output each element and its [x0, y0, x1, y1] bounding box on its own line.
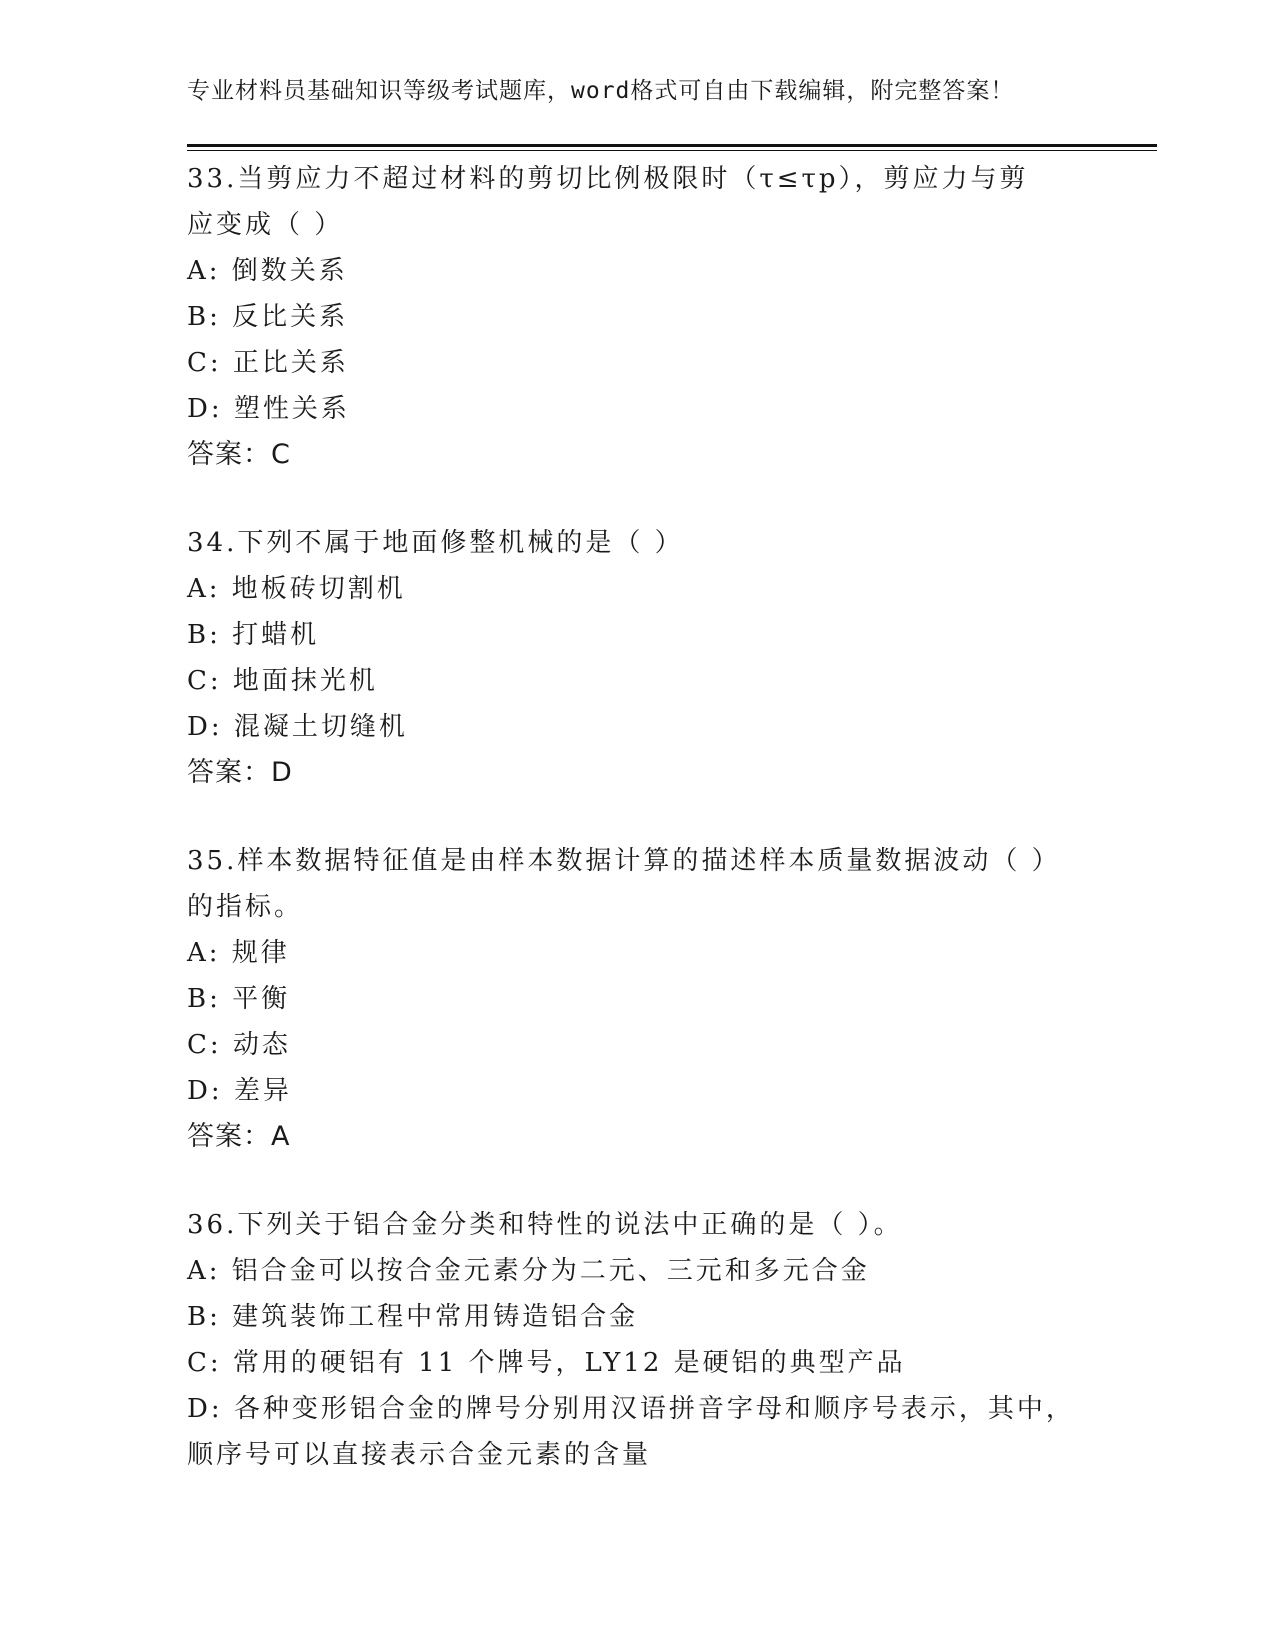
answer-value: D	[271, 757, 293, 788]
option-a: A: 地板砖切割机	[187, 574, 406, 604]
question-stem: 33.当剪应力不超过材料的剪切比例极限时（τ≤τp），剪应力与剪	[187, 164, 1029, 194]
answer-line	[187, 1114, 1137, 1160]
option-d: D: 塑性关系	[187, 394, 350, 424]
option-d-continued: 顺序号可以直接表示合金元素的含量	[187, 1440, 652, 1470]
option-a: A: 铝合金可以按合金元素分为二元、三元和多元合金	[187, 1256, 870, 1286]
question-stem: 34.下列不属于地面修整机械的是（ ）	[187, 528, 684, 558]
option-d: D: 混凝土切缝机	[187, 712, 408, 742]
option-c: C: 地面抹光机	[187, 666, 378, 696]
header-divider-thin	[187, 150, 1157, 151]
option-b: B: 反比关系	[187, 302, 349, 332]
answer-line	[187, 750, 1137, 796]
question-36	[187, 1202, 1137, 1478]
answer-value: A	[271, 1121, 291, 1152]
option-b: B: 打蜡机	[187, 620, 320, 650]
option-d: D: 差异	[187, 1076, 292, 1106]
header-divider-thick	[187, 144, 1157, 147]
question-list	[187, 156, 1137, 1520]
answer-value: C	[271, 439, 291, 470]
option-b: B: 平衡	[187, 984, 291, 1014]
option-c: C: 动态	[187, 1030, 291, 1060]
question-stem: 36.下列关于铝合金分类和特性的说法中正确的是（ ）。	[187, 1210, 903, 1240]
answer-label: 答案：	[187, 757, 271, 788]
question-34	[187, 520, 1137, 796]
question-stem: 的指标。	[187, 892, 304, 922]
option-a: A: 倒数关系	[187, 256, 348, 286]
option-d: D: 各种变形铝合金的牌号分别用汉语拼音字母和顺序号表示，其中，	[187, 1394, 1075, 1424]
question-stem: 35.样本数据特征值是由样本数据计算的描述样本质量数据波动（ ）	[187, 846, 1061, 876]
option-c: C: 常用的硬铝有 11 个牌号，LY12 是硬铝的典型产品	[187, 1348, 906, 1378]
option-b: B: 建筑装饰工程中常用铸造铝合金	[187, 1302, 639, 1332]
question-stem: 应变成（ ）	[187, 210, 344, 240]
question-33	[187, 156, 1137, 478]
answer-label: 答案：	[187, 1121, 271, 1152]
option-c: C: 正比关系	[187, 348, 349, 378]
option-a: A: 规律	[187, 938, 290, 968]
answer-line	[187, 432, 1137, 478]
question-35	[187, 838, 1137, 1160]
answer-label: 答案：	[187, 439, 271, 470]
document-header: 专业材料员基础知识等级考试题库，word格式可自由下载编辑，附完整答案！	[187, 78, 1015, 104]
